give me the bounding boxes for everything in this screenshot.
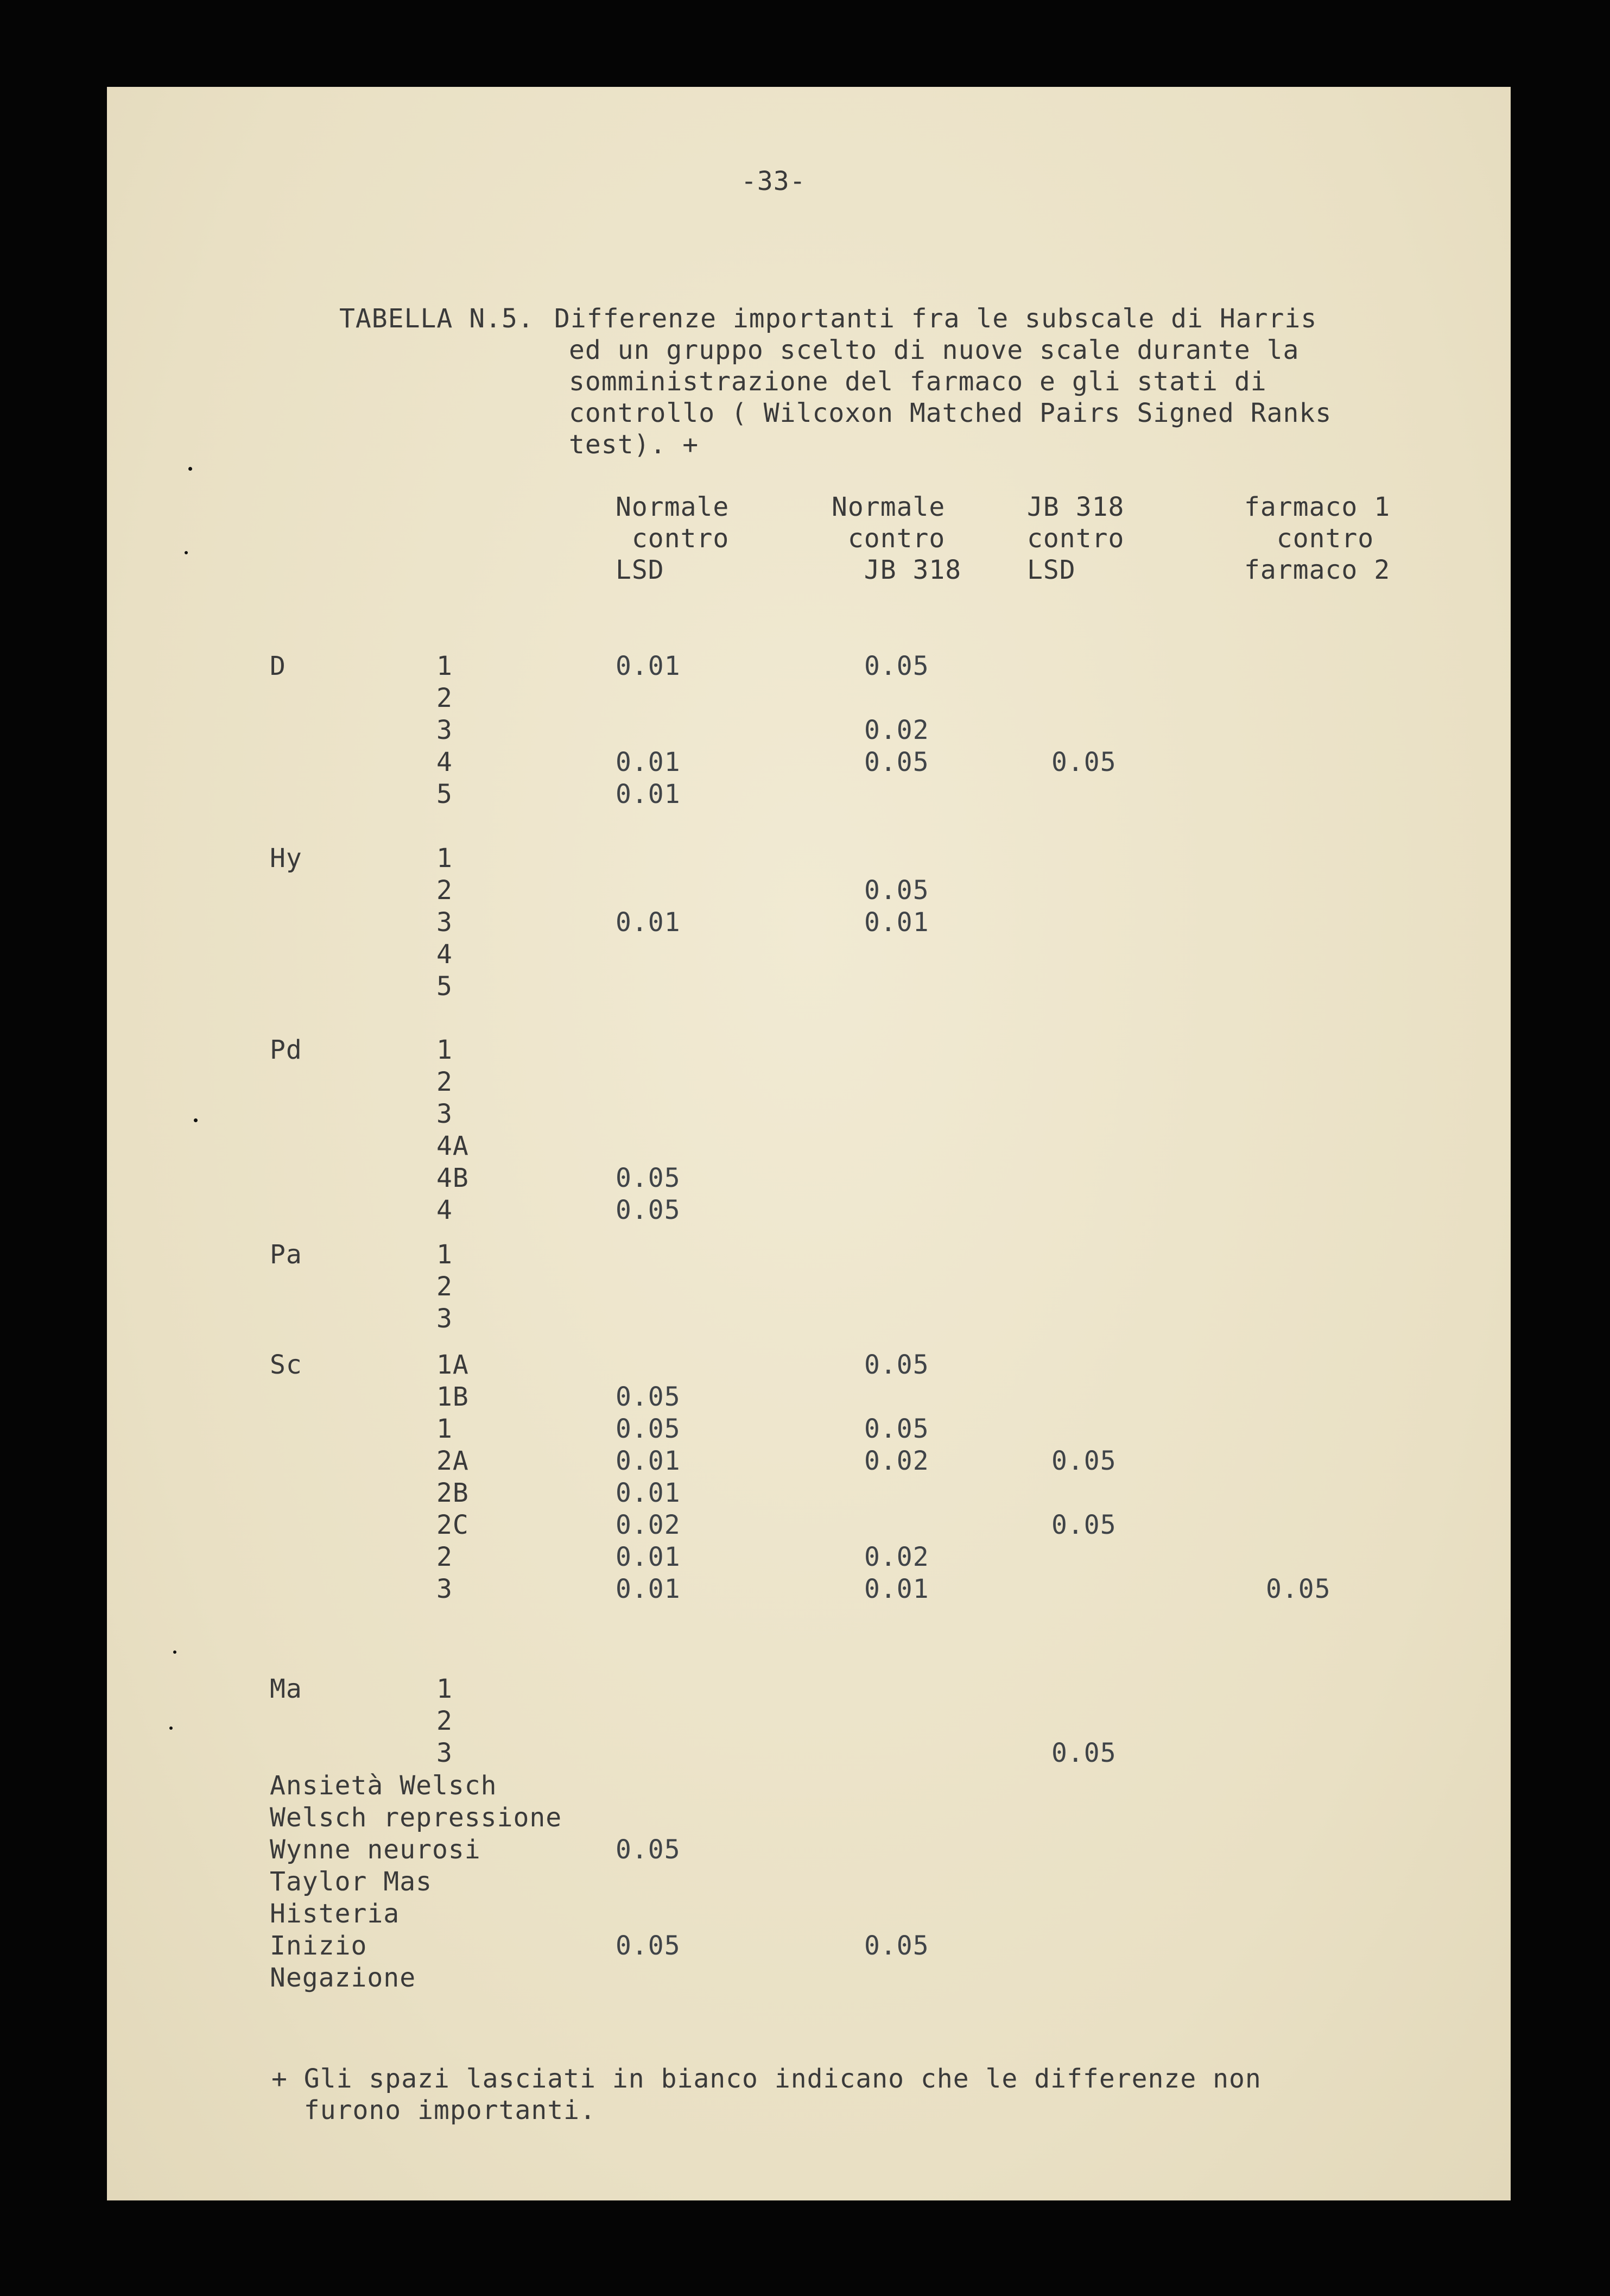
subscale-label: 2 [436, 1272, 453, 1302]
subscale-label: 3 [436, 1304, 453, 1334]
significance-value: 0.05 [1051, 747, 1117, 777]
subscale-label: 2 [436, 875, 453, 906]
column-header-line: contro [832, 523, 946, 554]
significance-value: 0.05 [864, 1931, 929, 1961]
significance-value: 0.05 [616, 1835, 681, 1865]
significance-value: 0.01 [864, 1574, 929, 1604]
table-caption-line: Differenze importanti fra le subscale di Harris [554, 303, 1317, 334]
page-number: -33- [741, 166, 806, 197]
significance-value: 0.05 [616, 1931, 681, 1961]
table-caption-line: ed un gruppo scelto di nuove scale durante la [569, 335, 1300, 365]
subscale-label: 1 [436, 651, 453, 681]
column-header-line: contro [616, 523, 730, 554]
significance-value: 0.01 [616, 651, 681, 681]
significance-value: 0.05 [864, 875, 929, 906]
column-header-line: JB 318 [1027, 492, 1125, 522]
extra-scale-label: Ansietà Welsch [270, 1770, 497, 1801]
subscale-label: 2 [436, 1542, 453, 1572]
subscale-label: 1 [436, 1239, 453, 1270]
paper-speck [194, 1118, 198, 1122]
column-header-line: JB 318 [832, 555, 962, 585]
column-header-line: LSD [1027, 555, 1076, 585]
subscale-label: 5 [436, 779, 453, 809]
significance-value: 0.01 [864, 907, 929, 938]
table-caption-line: somministrazione del farmaco e gli stati di [569, 366, 1267, 397]
footnote-line: + Gli spazi lasciati in bianco indicano che le differenze non [271, 2064, 1262, 2094]
subscale-label: 2 [436, 1706, 453, 1736]
table-caption-label: TABELLA N.5. [339, 303, 534, 334]
scale-label: D [270, 651, 286, 681]
significance-value: 0.01 [616, 907, 681, 938]
significance-value: 0.01 [616, 1446, 681, 1476]
subscale-label: 3 [436, 1574, 453, 1604]
significance-value: 0.01 [616, 1542, 681, 1572]
significance-value: 0.05 [1051, 1738, 1117, 1768]
subscale-label: 3 [436, 1738, 453, 1768]
subscale-label: 2C [436, 1510, 469, 1540]
paper-speck [169, 1726, 173, 1730]
subscale-label: 3 [436, 907, 453, 938]
significance-value: 0.02 [864, 1446, 929, 1476]
significance-value: 0.05 [616, 1163, 681, 1193]
significance-value: 0.05 [1051, 1510, 1117, 1540]
subscale-label: 1 [436, 843, 453, 874]
significance-value: 0.05 [864, 1350, 929, 1380]
column-header-line: Normale [832, 492, 946, 522]
significance-value: 0.02 [864, 715, 929, 745]
subscale-label: 1 [436, 1035, 453, 1065]
column-header-line: farmaco 1 [1244, 492, 1391, 522]
table-caption-line: controllo ( Wilcoxon Matched Pairs Signed Ranks [569, 398, 1332, 428]
extra-scale-label: Inizio [270, 1931, 367, 1961]
extra-scale-label: Wynne neurosi [270, 1835, 481, 1865]
scale-label: Pd [270, 1035, 302, 1065]
significance-value: 0.02 [616, 1510, 681, 1540]
subscale-label: 3 [436, 1099, 453, 1129]
column-header-line: contro [1027, 523, 1125, 554]
subscale-label: 1 [436, 1414, 453, 1444]
subscale-label: 2 [436, 683, 453, 713]
significance-value: 0.05 [616, 1195, 681, 1225]
column-header-line: contro [1244, 523, 1374, 554]
subscale-label: 2 [436, 1067, 453, 1097]
paper-speck [188, 467, 192, 471]
significance-value: 0.05 [864, 747, 929, 777]
significance-value: 0.01 [616, 1478, 681, 1508]
subscale-label: 4 [436, 747, 453, 777]
column-header-line: Normale [616, 492, 730, 522]
subscale-label: 4B [436, 1163, 469, 1193]
extra-scale-label: Histeria [270, 1899, 400, 1929]
subscale-label: 1 [436, 1674, 453, 1704]
scale-label: Ma [270, 1674, 302, 1704]
subscale-label: 1B [436, 1382, 469, 1412]
subscale-label: 3 [436, 715, 453, 745]
table-caption-line: test). + [569, 429, 699, 460]
subscale-label: 4A [436, 1131, 469, 1161]
significance-value: 0.02 [864, 1542, 929, 1572]
document-page [107, 87, 1511, 2200]
significance-value: 0.01 [616, 1574, 681, 1604]
scale-label: Hy [270, 843, 302, 874]
significance-value: 0.05 [616, 1382, 681, 1412]
paper-speck [173, 1650, 176, 1654]
subscale-label: 5 [436, 971, 453, 1002]
significance-value: 0.01 [616, 747, 681, 777]
extra-scale-label: Welsch repressione [270, 1802, 562, 1833]
scale-label: Sc [270, 1350, 302, 1380]
significance-value: 0.05 [864, 1414, 929, 1444]
scale-label: Pa [270, 1239, 302, 1270]
column-header-line: farmaco 2 [1244, 555, 1391, 585]
extra-scale-label: Negazione [270, 1963, 416, 1993]
paper-speck [185, 551, 188, 554]
significance-value: 0.05 [1266, 1574, 1331, 1604]
column-header-line: LSD [616, 555, 664, 585]
subscale-label: 1A [436, 1350, 469, 1380]
subscale-label: 4 [436, 1195, 453, 1225]
footnote-line: furono importanti. [271, 2095, 596, 2126]
significance-value: 0.05 [864, 651, 929, 681]
subscale-label: 2B [436, 1478, 469, 1508]
subscale-label: 2A [436, 1446, 469, 1476]
extra-scale-label: Taylor Mas [270, 1867, 432, 1897]
subscale-label: 4 [436, 939, 453, 970]
significance-value: 0.05 [1051, 1446, 1117, 1476]
significance-value: 0.05 [616, 1414, 681, 1444]
significance-value: 0.01 [616, 779, 681, 809]
